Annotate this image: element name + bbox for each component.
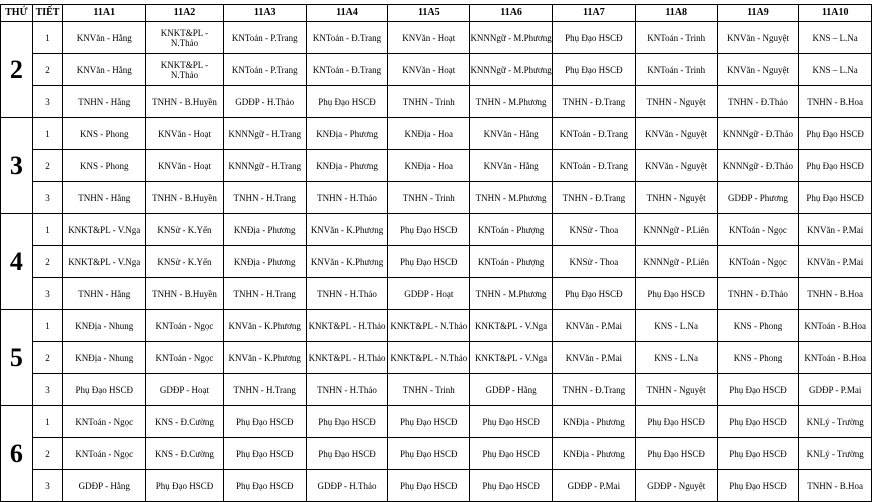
schedule-cell: KNĐịa - Nhung: [63, 342, 146, 374]
schedule-cell: KNToán - P.Trang: [223, 22, 306, 54]
table-row: [1, 406, 872, 438]
schedule-cell: KNKT&PL - V.Nga: [470, 310, 553, 342]
day-cell: 4: [1, 214, 33, 310]
schedule-cell: KNKT&PL - N.Thảo: [388, 310, 470, 342]
schedule-cell: KNToán - B.Hoa: [799, 342, 872, 374]
schedule-cell: TNHN - B.Huyền: [146, 182, 224, 214]
period-cell: 3: [32, 86, 63, 118]
schedule-cell: KNKT&PL - N.Thảo: [146, 22, 224, 54]
schedule-cell: TNHN - M.Phương: [470, 86, 553, 118]
schedule-cell: TNHN - Hằng: [63, 86, 146, 118]
schedule-cell: Phụ Đạo HSCĐ: [306, 406, 388, 438]
header-row: [1, 5, 872, 22]
timetable-body: [1, 22, 872, 502]
schedule-cell: KNKT&PL - H.Thảo: [306, 342, 388, 374]
table-row: [1, 118, 872, 150]
schedule-cell: Phụ Đạo HSCĐ: [223, 438, 306, 470]
schedule-cell: KNVăn - Nguyệt: [717, 22, 799, 54]
schedule-cell: KNS - Phong: [63, 118, 146, 150]
schedule-cell: KNToán - B.Hoa: [799, 310, 872, 342]
schedule-cell: KNToán - Phượng: [470, 214, 553, 246]
schedule-cell: TNHN - Đ.Thảo: [717, 278, 799, 310]
schedule-cell: KNVăn - P.Mai: [552, 310, 635, 342]
table-row: [1, 22, 872, 54]
schedule-cell: KNToán - Đ.Trang: [306, 54, 388, 86]
schedule-cell: KNĐịa - Phương: [306, 150, 388, 182]
schedule-cell: TNHN - B.Hoa: [799, 470, 872, 502]
schedule-cell: KNToán - Ngọc: [146, 310, 224, 342]
schedule-cell: KNNNgữ - Đ.Thảo: [717, 118, 799, 150]
schedule-cell: KNNNgữ - M.Phương: [470, 22, 553, 54]
schedule-cell: Phụ Đạo HSCĐ: [799, 150, 872, 182]
schedule-cell: Phụ Đạo HSCĐ: [717, 406, 799, 438]
schedule-cell: GDĐP - Nguyệt: [635, 470, 717, 502]
period-cell: 2: [32, 246, 63, 278]
schedule-cell: KNVăn - Hằng: [63, 22, 146, 54]
schedule-cell: Phụ Đạo HSCĐ: [146, 470, 224, 502]
table-row: [1, 342, 872, 374]
day-column-header: THỨ: [1, 5, 33, 22]
schedule-cell: KNNNgữ - P.Liên: [635, 246, 717, 278]
schedule-cell: TNHN - Nguyệt: [635, 86, 717, 118]
table-row: [1, 54, 872, 86]
schedule-cell: TNHN - H.Thảo: [306, 182, 388, 214]
class-header: 11A8: [635, 5, 717, 22]
period-cell: 1: [32, 118, 63, 150]
schedule-cell: TNHN - M.Phương: [470, 182, 553, 214]
period-cell: 1: [32, 214, 63, 246]
table-row: [1, 214, 872, 246]
schedule-cell: TNHN - H.Thảo: [306, 374, 388, 406]
schedule-cell: KNĐịa - Phương: [306, 118, 388, 150]
schedule-cell: KNLý - Trường: [799, 438, 872, 470]
schedule-cell: KNToán - P.Trang: [223, 54, 306, 86]
schedule-cell: KNVăn - Hằng: [470, 118, 553, 150]
schedule-cell: KNToán - Ngọc: [717, 214, 799, 246]
schedule-cell: KNNNgữ - H.Trang: [223, 118, 306, 150]
schedule-cell: KNKT&PL - V.Nga: [63, 246, 146, 278]
schedule-cell: Phụ Đạo HSCĐ: [717, 374, 799, 406]
schedule-cell: Phụ Đạo HSCĐ: [635, 406, 717, 438]
schedule-cell: TNHN - Đ.Trang: [552, 182, 635, 214]
schedule-cell: KNSử - K.Yến: [146, 246, 224, 278]
schedule-cell: TNHN - Đ.Trang: [552, 86, 635, 118]
schedule-cell: KNVăn - P.Mai: [799, 246, 872, 278]
schedule-cell: Phụ Đạo HSCĐ: [552, 54, 635, 86]
schedule-cell: KNVăn - K.Phương: [306, 214, 388, 246]
schedule-cell: Phụ Đạo HSCĐ: [388, 470, 470, 502]
schedule-cell: KNSử - K.Yến: [146, 214, 224, 246]
period-cell: 2: [32, 438, 63, 470]
schedule-cell: KNS – L.Na: [799, 22, 872, 54]
schedule-cell: KNVăn - Hằng: [470, 150, 553, 182]
schedule-cell: KNToán - Phượng: [470, 246, 553, 278]
schedule-cell: KNS - Đ.Cường: [146, 406, 224, 438]
schedule-cell: Phụ Đạo HSCĐ: [799, 182, 872, 214]
period-cell: 2: [32, 342, 63, 374]
schedule-cell: KNKT&PL - N.Thảo: [146, 54, 224, 86]
schedule-cell: KNSử - Thoa: [552, 246, 635, 278]
class-header: 11A4: [306, 5, 388, 22]
schedule-cell: GDĐP - H.Thảo: [223, 86, 306, 118]
period-cell: 2: [32, 54, 63, 86]
schedule-cell: TNHN - Đ.Thảo: [717, 86, 799, 118]
class-header: 11A2: [146, 5, 224, 22]
schedule-cell: KNVăn - Hoạt: [388, 22, 470, 54]
period-cell: 3: [32, 278, 63, 310]
schedule-cell: TNHN - B.Huyền: [146, 278, 224, 310]
class-header: 11A5: [388, 5, 470, 22]
schedule-cell: KNToán - Ngọc: [146, 342, 224, 374]
schedule-cell: KNVăn - P.Mai: [552, 342, 635, 374]
schedule-cell: KNĐịa - Phương: [552, 438, 635, 470]
schedule-cell: KNVăn - Nguyệt: [635, 150, 717, 182]
schedule-cell: TNHN - Hằng: [63, 182, 146, 214]
schedule-cell: Phụ Đạo HSCĐ: [717, 470, 799, 502]
schedule-cell: TNHN - Hằng: [63, 278, 146, 310]
schedule-cell: KNĐịa - Hoa: [388, 150, 470, 182]
day-cell: 5: [1, 310, 33, 406]
schedule-cell: TNHN - Trinh: [388, 182, 470, 214]
schedule-cell: KNĐịa - Phương: [223, 214, 306, 246]
schedule-cell: GDĐP - P.Mai: [799, 374, 872, 406]
day-cell: 3: [1, 118, 33, 214]
schedule-cell: KNToán - Trinh: [635, 22, 717, 54]
table-row: [1, 374, 872, 406]
schedule-cell: KNToán - Đ.Trang: [306, 22, 388, 54]
table-row: [1, 438, 872, 470]
schedule-cell: GDĐP - P.Mai: [552, 470, 635, 502]
schedule-cell: KNKT&PL - V.Nga: [470, 342, 553, 374]
schedule-cell: GDĐP - H.Thảo: [306, 470, 388, 502]
period-cell: 3: [32, 470, 63, 502]
class-header: 11A3: [223, 5, 306, 22]
schedule-cell: TNHN - B.Hoa: [799, 86, 872, 118]
schedule-cell: KNS – L.Na: [799, 54, 872, 86]
schedule-cell: TNHN - B.Huyền: [146, 86, 224, 118]
schedule-cell: GDĐP - Phương: [717, 182, 799, 214]
schedule-cell: KNVăn - Hoạt: [146, 150, 224, 182]
schedule-cell: KNSử - Thoa: [552, 214, 635, 246]
schedule-cell: KNĐịa - Hoa: [388, 118, 470, 150]
table-row: [1, 246, 872, 278]
table-row: [1, 182, 872, 214]
table-row: [1, 86, 872, 118]
schedule-cell: KNĐịa - Nhung: [63, 310, 146, 342]
period-cell: 2: [32, 150, 63, 182]
schedule-cell: KNNNgữ - M.Phương: [470, 54, 553, 86]
schedule-cell: KNNNgữ - Đ.Thảo: [717, 150, 799, 182]
table-row: [1, 310, 872, 342]
schedule-cell: KNNNgữ - H.Trang: [223, 150, 306, 182]
schedule-cell: Phụ Đạo HSCĐ: [306, 438, 388, 470]
schedule-cell: Phụ Đạo HSCĐ: [306, 86, 388, 118]
schedule-cell: KNS - L.Na: [635, 342, 717, 374]
schedule-cell: KNKT&PL - V.Nga: [63, 214, 146, 246]
schedule-cell: Phụ Đạo HSCĐ: [470, 406, 553, 438]
schedule-cell: TNHN - H.Thảo: [306, 278, 388, 310]
schedule-cell: Phụ Đạo HSCĐ: [470, 438, 553, 470]
schedule-cell: KNVăn - P.Mai: [799, 214, 872, 246]
period-column-header: TIẾT: [32, 5, 63, 22]
schedule-cell: KNĐịa - Phương: [552, 406, 635, 438]
schedule-cell: TNHN - H.Trang: [223, 374, 306, 406]
table-row: [1, 278, 872, 310]
day-cell: 2: [1, 22, 33, 118]
schedule-cell: Phụ Đạo HSCĐ: [388, 246, 470, 278]
schedule-cell: KNToán - Đ.Trang: [552, 118, 635, 150]
schedule-cell: TNHN - Nguyệt: [635, 182, 717, 214]
day-cell: 6: [1, 406, 33, 502]
schedule-cell: KNToán - Trinh: [635, 54, 717, 86]
schedule-cell: KNKT&PL - H.Thảo: [306, 310, 388, 342]
schedule-cell: GDĐP - Hoạt: [146, 374, 224, 406]
schedule-cell: KNToán - Ngọc: [63, 438, 146, 470]
schedule-cell: TNHN - Đ.Trang: [552, 374, 635, 406]
schedule-cell: Phụ Đạo HSCĐ: [470, 470, 553, 502]
class-header: 11A9: [717, 5, 799, 22]
schedule-cell: Phụ Đạo HSCĐ: [717, 438, 799, 470]
schedule-cell: KNVăn - K.Phương: [223, 310, 306, 342]
schedule-cell: KNS - Phong: [63, 150, 146, 182]
schedule-cell: KNToán - Đ.Trang: [552, 150, 635, 182]
schedule-cell: Phụ Đạo HSCĐ: [552, 22, 635, 54]
schedule-cell: TNHN - M.Phương: [470, 278, 553, 310]
schedule-cell: KNVăn - K.Phương: [306, 246, 388, 278]
schedule-cell: KNVăn - Hằng: [63, 54, 146, 86]
schedule-cell: KNToán - Ngọc: [63, 406, 146, 438]
class-header: 11A6: [470, 5, 553, 22]
schedule-cell: TNHN - Trinh: [388, 86, 470, 118]
schedule-cell: KNS - Đ.Cường: [146, 438, 224, 470]
schedule-cell: KNS - Phong: [717, 342, 799, 374]
table-row: [1, 470, 872, 502]
schedule-cell: Phụ Đạo HSCĐ: [223, 406, 306, 438]
schedule-cell: Phụ Đạo HSCĐ: [223, 470, 306, 502]
period-cell: 3: [32, 182, 63, 214]
schedule-cell: Phụ Đạo HSCĐ: [388, 406, 470, 438]
schedule-cell: KNS - Phong: [717, 310, 799, 342]
schedule-cell: KNS - L.Na: [635, 310, 717, 342]
period-cell: 3: [32, 374, 63, 406]
schedule-cell: Phụ Đạo HSCĐ: [388, 438, 470, 470]
class-header: 11A1: [63, 5, 146, 22]
schedule-cell: KNKT&PL - N.Thảo: [388, 342, 470, 374]
period-cell: 1: [32, 22, 63, 54]
schedule-cell: KNLý - Trường: [799, 406, 872, 438]
schedule-cell: TNHN - Trinh: [388, 374, 470, 406]
schedule-cell: KNĐịa - Phương: [223, 246, 306, 278]
schedule-cell: KNNNgữ - P.Liên: [635, 214, 717, 246]
schedule-cell: KNVăn - Hoạt: [146, 118, 224, 150]
schedule-cell: Phụ Đạo HSCĐ: [635, 438, 717, 470]
schedule-cell: TNHN - H.Trang: [223, 278, 306, 310]
period-cell: 1: [32, 310, 63, 342]
schedule-cell: KNVăn - Hoạt: [388, 54, 470, 86]
schedule-cell: KNVăn - Nguyệt: [717, 54, 799, 86]
class-header: 11A10: [799, 5, 872, 22]
period-cell: 1: [32, 406, 63, 438]
schedule-cell: Phụ Đạo HSCĐ: [63, 374, 146, 406]
schedule-cell: TNHN - H.Trang: [223, 182, 306, 214]
schedule-cell: GDĐP - Hằng: [63, 470, 146, 502]
schedule-cell: KNVăn - K.Phương: [223, 342, 306, 374]
timetable: [0, 4, 872, 502]
schedule-cell: TNHN - Nguyệt: [635, 374, 717, 406]
schedule-cell: Phụ Đạo HSCĐ: [388, 214, 470, 246]
schedule-cell: KNToán - Ngọc: [717, 246, 799, 278]
schedule-cell: KNVăn - Nguyệt: [635, 118, 717, 150]
class-header: 11A7: [552, 5, 635, 22]
schedule-cell: Phụ Đạo HSCĐ: [552, 278, 635, 310]
schedule-cell: GDĐP - Hoạt: [388, 278, 470, 310]
schedule-cell: Phụ Đạo HSCĐ: [635, 278, 717, 310]
schedule-cell: GDĐP - Hằng: [470, 374, 553, 406]
table-row: [1, 150, 872, 182]
schedule-cell: Phụ Đạo HSCĐ: [799, 118, 872, 150]
schedule-cell: TNHN - B.Hoa: [799, 278, 872, 310]
